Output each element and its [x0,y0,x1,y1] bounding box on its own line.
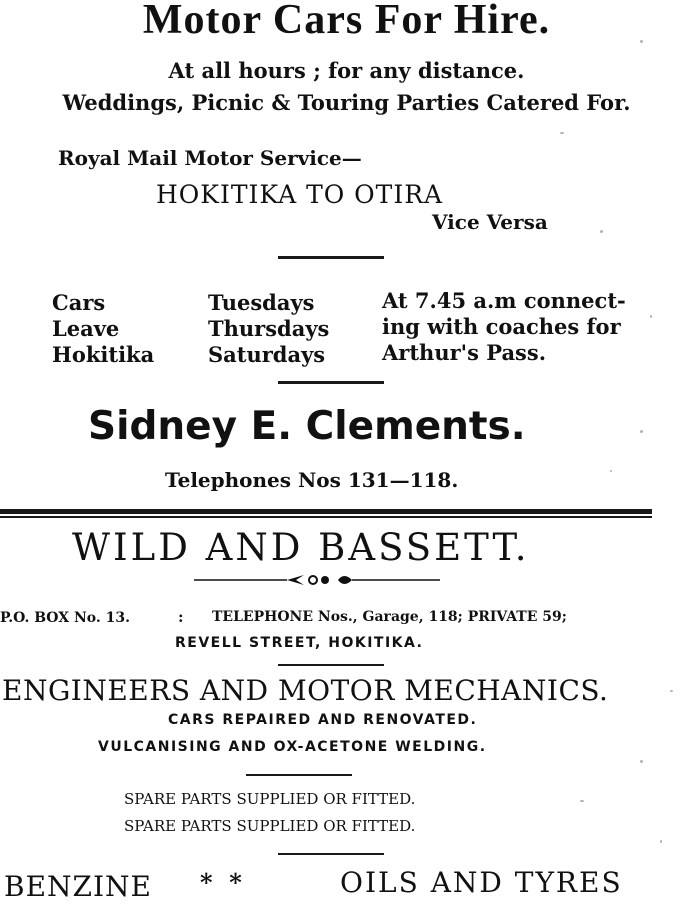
print-speck [640,40,643,43]
schedule-text: Cars [52,290,106,315]
schedule-col-days [208,290,329,368]
catering-line: Weddings, Picnic & Touring Parties Catered For. [62,90,631,115]
ad-subtitle: At all hours ; for any distance. [168,58,525,83]
print-speck [640,430,643,433]
schedule-text: At 7.45 a.m connect- [382,288,626,313]
schedule-text: Thursdays [208,316,330,341]
divider [278,664,384,666]
section-separator [0,509,652,514]
telephone-numbers: Telephones Nos 131—118. [165,468,459,492]
schedule-text: Arthur's Pass. [382,340,547,365]
proprietor-name: Sidney E. Clements. [88,404,526,449]
divider [278,853,384,855]
po-box: P.O. BOX No. 13. [0,610,130,626]
divider [278,256,384,259]
mail-service-label: Royal Mail Motor Service— [58,146,362,170]
print-speck [560,132,564,134]
print-speck [580,800,584,802]
street-address: REVELL STREET, HOKITIKA. [175,635,424,651]
services-line-2: VULCANISING AND OX-ACETONE WELDING. [98,739,487,755]
schedule-text: Hokitika [52,342,155,367]
footer-stars: * * [200,868,242,897]
divider [246,774,352,776]
print-speck [640,760,643,763]
schedule-col-cars [52,290,154,368]
telephone-details: TELEPHONE Nos., Garage, 118; PRIVATE 59; [212,609,567,625]
ad-title: Motor Cars For Hire. [142,0,551,43]
section-separator [0,516,652,518]
spare-parts-line-2: SPARE PARTS SUPPLIED OR FITTED. [124,817,416,835]
print-speck [610,470,612,472]
spare-parts-line-1: SPARE PARTS SUPPLIED OR FITTED. [124,790,416,808]
print-speck [670,690,673,692]
schedule-text: Leave [52,316,120,341]
footer-benzine: BENZINE [4,870,152,903]
vice-versa: Vice Versa [432,210,548,234]
print-speck [650,315,652,318]
print-speck [660,840,662,843]
contact-separator: : [178,608,184,626]
trade-heading: ENGINEERS AND MOTOR MECHANICS. [2,674,609,707]
footer-oils-tyres: OILS AND TYRES [340,866,623,899]
schedule-text: ing with coaches for [382,314,621,339]
schedule-text: Tuesdays [208,290,315,315]
ornament-icon [192,570,442,590]
route-name: HOKITIKA TO OTIRA [156,180,444,209]
firm-name: WILD AND BASSETT. [72,526,530,569]
schedule-text: Saturdays [208,342,326,367]
schedule-col-times [382,288,626,366]
print-speck [600,230,603,233]
services-line-1: CARS REPAIRED AND RENOVATED. [168,712,478,728]
divider [278,381,384,384]
